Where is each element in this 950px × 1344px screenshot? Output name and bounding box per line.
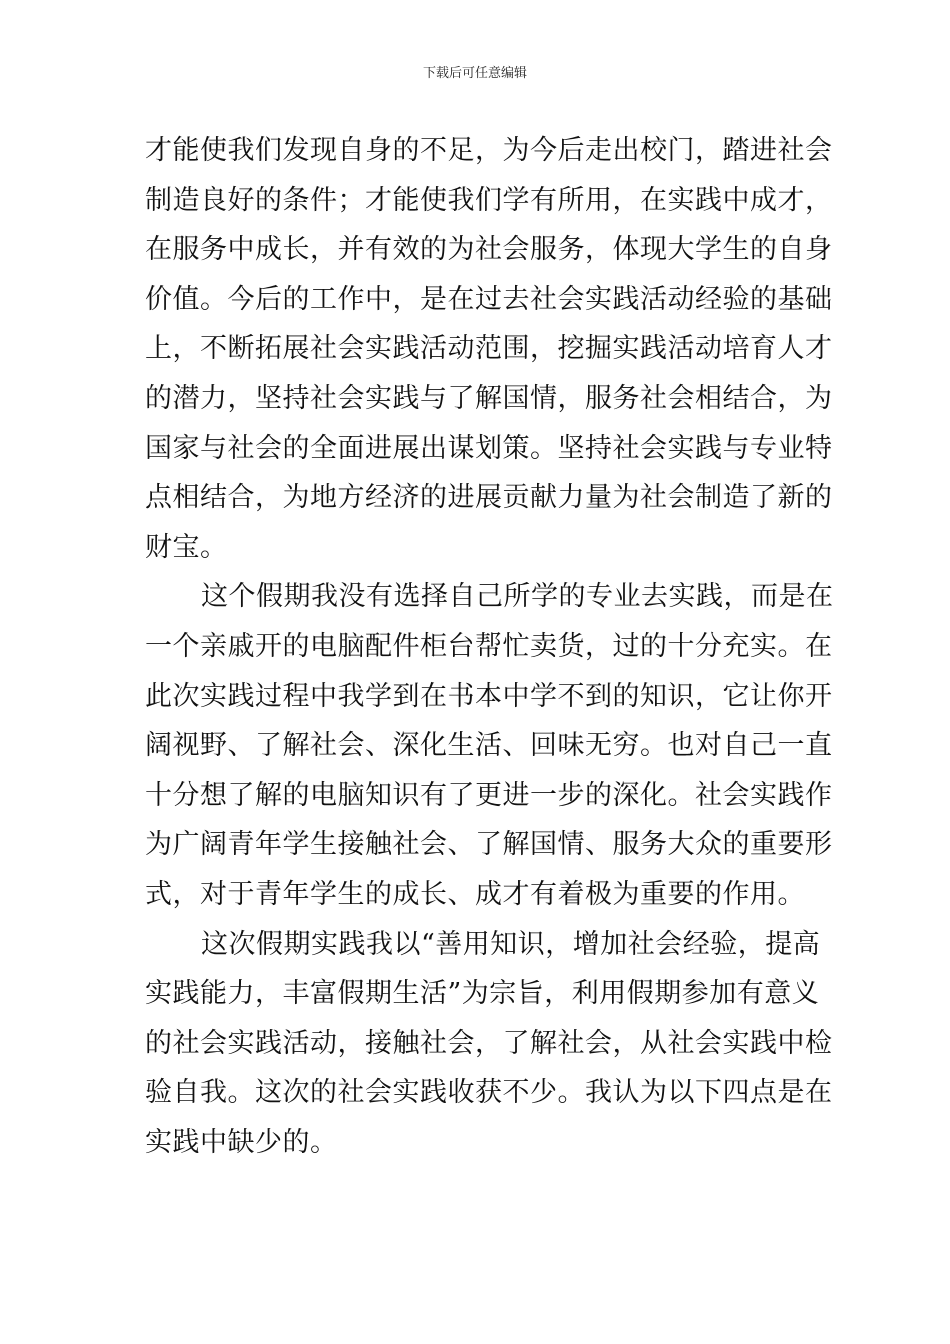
- text-line: 验自我。这次的社会实践收获不少。我认为以下四点是在: [145, 1077, 833, 1109]
- text-line: 为广阔青年学生接触社会、了解国情、服务大众的重要形: [145, 829, 833, 861]
- text-line: 制造良好的条件；才能使我们学有所用，在实践中成才，: [145, 184, 833, 216]
- text-line: 这个假期我没有选择自己所学的专业去实践，而是在: [201, 581, 834, 613]
- header-note: 下载后可任意编辑: [422, 66, 527, 81]
- text-line: 国家与社会的全面进展出谋划策。坚持社会实践与专业特: [145, 432, 833, 464]
- text-line: 阔视野、了解社会、深化生活、回味无穷。也对自己一直: [145, 730, 833, 762]
- text-line: 上，不断拓展社会实践活动范围，挖掘实践活动培育人才: [145, 333, 833, 365]
- text-line: 一个亲戚开的电脑配件柜台帮忙卖货，过的十分充实。在: [145, 630, 833, 662]
- text-line: 此次实践过程中我学到在书本中学不到的知识，它让你开: [145, 680, 833, 712]
- text-line: 的社会实践活动，接触社会，了解社会，从社会实践中检: [145, 1027, 833, 1059]
- paragraph-3: [145, 920, 833, 1168]
- text-line: 式，对于青年学生的成长、成才有着极为重要的作用。: [145, 878, 805, 910]
- text-line: 这次假期实践我以“善用知识，增加社会经验，提高: [201, 928, 821, 960]
- text-line: 实践能力，丰富假期生活”为宗旨，利用假期参加有意义: [145, 978, 820, 1010]
- text-line: 点相结合，为地方经济的进展贡献力量为社会制造了新的: [145, 482, 833, 514]
- paragraph-1: [145, 126, 833, 572]
- document-body: [145, 126, 834, 1167]
- text-line: 才能使我们发现自身的不足，为今后走出校门，踏进社会: [145, 135, 833, 166]
- text-line: 十分想了解的电脑知识有了更进一步的深化。社会实践作: [145, 779, 833, 811]
- text-line: 实践中缺少的。: [145, 1126, 338, 1158]
- paragraph-2: [145, 572, 834, 919]
- text-line: 的潜力，坚持社会实践与了解国情，服务社会相结合，为: [145, 382, 833, 414]
- text-line: 价值。今后的工作中，是在过去社会实践活动经验的基础: [145, 283, 833, 315]
- text-line: 财宝。: [145, 531, 228, 563]
- text-line: 在服务中成长，并有效的为社会服务，体现大学生的自身: [145, 234, 833, 266]
